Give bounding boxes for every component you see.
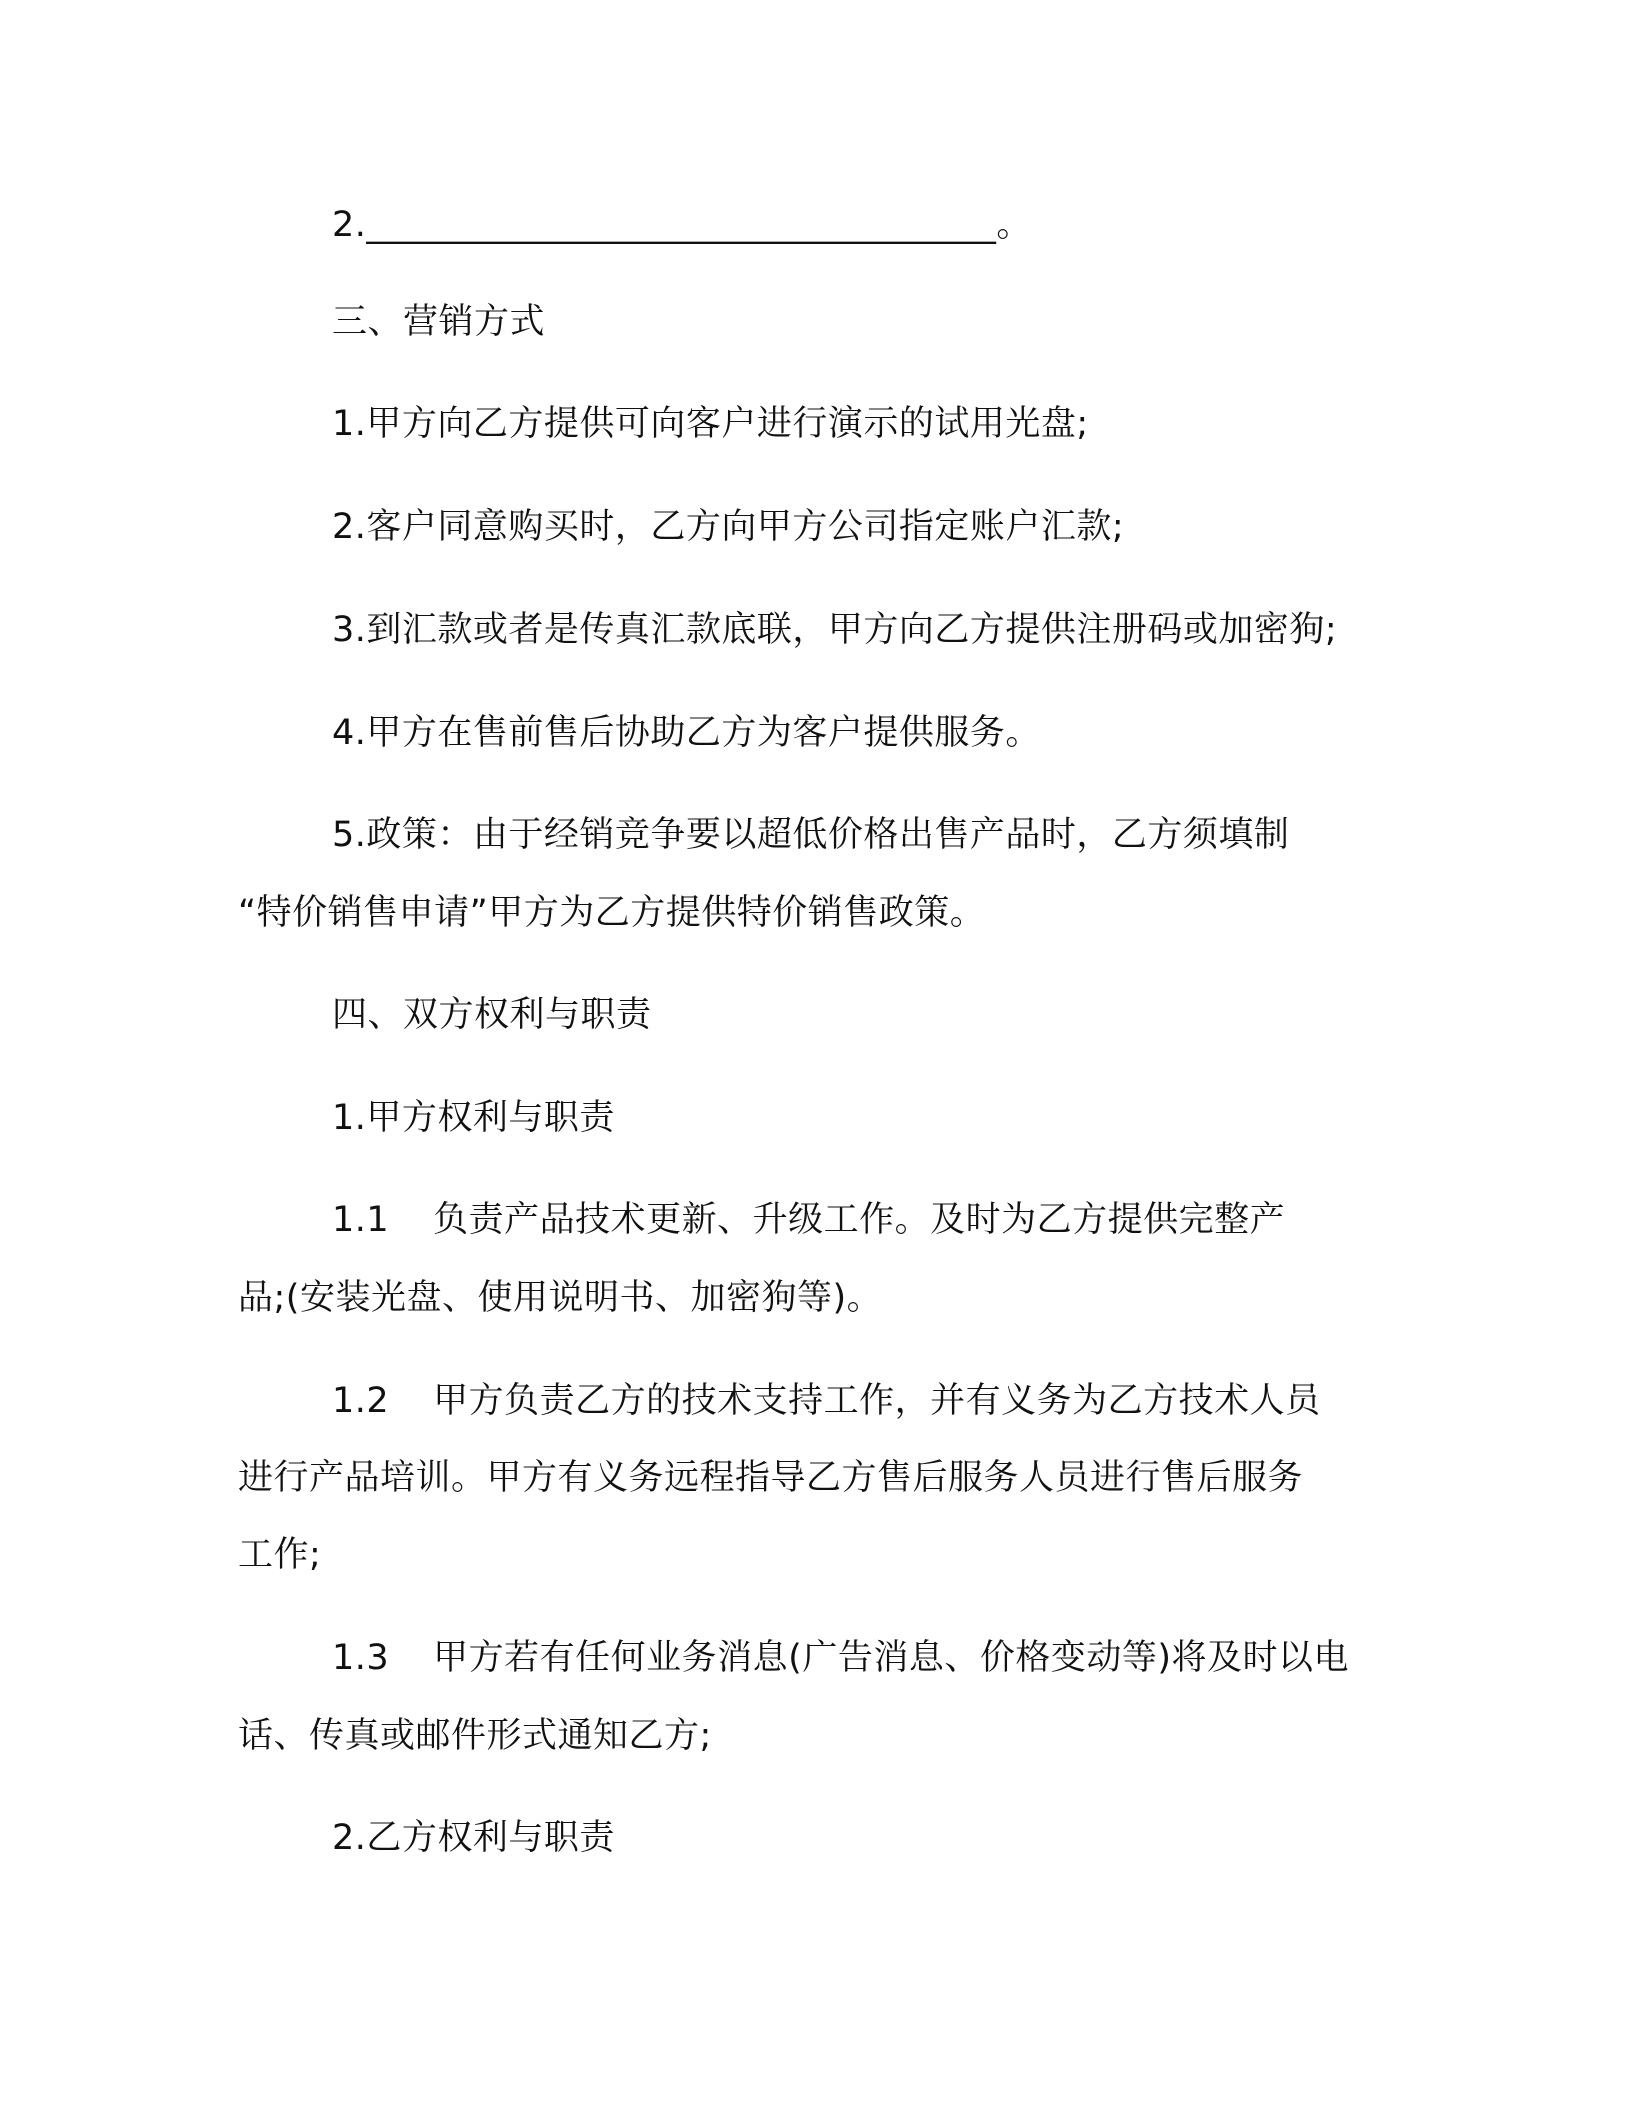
text-line-marketing-5: 5.政策：由于经销竞争要以超低价格出售产品时，乙方须填制	[332, 815, 1290, 855]
clause-1-3	[332, 1638, 1349, 1678]
text-line-marketing-3: 3.到汇款或者是传真汇款底联，甲方向乙方提供注册码或加密狗;	[332, 610, 1338, 650]
clause-1-3-cont: 话、传真或邮件形式通知乙方;	[238, 1716, 712, 1756]
clause-1-1-cont: 品;(安装光盘、使用说明书、加密狗等)。	[238, 1278, 883, 1318]
clause-1-2-cont-1: 进行产品培训。甲方有义务远程指导乙方售后服务人员进行售后服务	[238, 1458, 1304, 1498]
clause-1-2	[332, 1381, 1321, 1421]
text-line-marketing-2: 2.客户同意购买时，乙方向甲方公司指定账户汇款;	[332, 507, 1125, 547]
subheading-party-a-rights: 1.甲方权利与职责	[332, 1098, 615, 1138]
subheading-party-b-rights: 2.乙方权利与职责	[332, 1818, 615, 1858]
section-heading-rights: 四、双方权利与职责	[332, 995, 652, 1035]
clause-number: 1.2	[332, 1381, 390, 1421]
text-line-blank-item-2: 2.___________________________________。	[332, 205, 1032, 245]
clause-1-1	[332, 1200, 1285, 1240]
section-heading-marketing: 三、营销方式	[332, 302, 546, 342]
text-line-marketing-5-cont: “特价销售申请”甲方为乙方提供特价销售政策。	[238, 893, 986, 933]
text-line-marketing-1: 1.甲方向乙方提供可向客户进行演示的试用光盘;	[332, 404, 1089, 444]
clause-number: 1.1	[332, 1200, 390, 1240]
text-line-marketing-4: 4.甲方在售前售后协助乙方为客户提供服务。	[332, 713, 1041, 753]
clause-number: 1.3	[332, 1638, 390, 1678]
clause-text: 甲方负责乙方的技术支持工作，并有义务为乙方技术人员	[433, 1381, 1321, 1421]
clause-text: 甲方若有任何业务消息(广告消息、价格变动等)将及时以电	[433, 1638, 1349, 1678]
clause-text: 负责产品技术更新、升级工作。及时为乙方提供完整产	[433, 1200, 1286, 1240]
clause-1-2-cont-2: 工作;	[238, 1535, 322, 1575]
